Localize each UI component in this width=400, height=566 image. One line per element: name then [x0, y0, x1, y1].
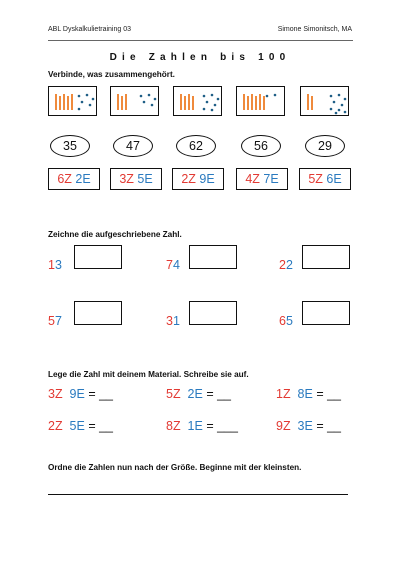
- tens-label: 8Z: [166, 419, 181, 433]
- ones-digit: 5: [285, 314, 293, 328]
- tally-box-4: [236, 86, 285, 116]
- tally-box-3: [173, 86, 222, 116]
- tens-stick: [188, 94, 190, 110]
- tens-stick: [247, 96, 249, 110]
- tens-label: 9Z: [276, 419, 291, 433]
- ones-digit: 7: [54, 314, 62, 328]
- tens-digit: 7: [166, 258, 173, 272]
- ze-box: [110, 168, 162, 190]
- target-number: [166, 314, 180, 328]
- ones-digit: 1: [172, 314, 180, 328]
- tens-stick: [59, 96, 61, 110]
- tens-label: 6Z: [57, 172, 72, 186]
- number-oval: 35: [50, 135, 90, 157]
- ones-dot: [217, 98, 220, 101]
- tens-stick: [251, 94, 253, 110]
- tens-stick: [180, 94, 182, 110]
- ones-dot: [203, 95, 206, 98]
- ones-dot: [143, 101, 146, 104]
- ones-dot: [211, 109, 214, 112]
- tens-label: 2Z: [181, 172, 196, 186]
- ones-label: 7E: [263, 172, 279, 186]
- ones-dot: [338, 109, 341, 112]
- ones-dot: [330, 108, 333, 111]
- tens-label: 3Z: [119, 172, 134, 186]
- section1-instruction: Verbinde, was zusammengehört.: [48, 70, 175, 79]
- ones-dot: [78, 108, 81, 111]
- number-oval: 29: [305, 135, 345, 157]
- tally-graphic: [174, 87, 223, 117]
- tens-digit: 1: [48, 258, 55, 272]
- section3-instruction: Lege die Zahl mit deinem Material. Schreibe sie auf.: [48, 370, 249, 379]
- ones-dot: [203, 108, 206, 111]
- tally-box-2: [110, 86, 159, 116]
- drawing-box[interactable]: [74, 245, 122, 269]
- ones-label: 2E: [187, 387, 203, 401]
- answer-blank[interactable]: = ___: [202, 419, 238, 433]
- header-right: Simone Simonitsch, MA: [277, 26, 352, 33]
- ones-digit: 3: [54, 258, 62, 272]
- tally-graphic: [49, 87, 98, 117]
- tens-label: 1Z: [276, 387, 291, 401]
- ones-dot: [86, 94, 89, 97]
- ones-dot: [154, 98, 157, 101]
- tens-stick: [311, 96, 313, 110]
- ones-label: 1E: [187, 419, 203, 433]
- ones-dot: [344, 98, 347, 101]
- tens-stick: [192, 96, 194, 110]
- tally-graphic: [111, 87, 160, 117]
- ones-dot: [81, 101, 84, 104]
- ze-box: [236, 168, 288, 190]
- ones-dot: [92, 98, 95, 101]
- page-title: Die Zahlen bis 100: [109, 52, 291, 63]
- ones-label: 5E: [69, 419, 85, 433]
- tally-box-5: [300, 86, 349, 116]
- tens-stick: [67, 96, 69, 110]
- ones-label: 9E: [69, 387, 85, 401]
- material-task: [276, 387, 341, 401]
- target-number: [166, 258, 180, 272]
- answer-line[interactable]: [48, 494, 348, 495]
- tens-stick: [259, 94, 261, 110]
- target-number: [279, 258, 293, 272]
- ones-dot: [89, 104, 92, 107]
- ones-dot: [140, 95, 143, 98]
- tens-stick: [255, 96, 257, 110]
- ones-label: 5E: [137, 172, 153, 186]
- section4-instruction: Ordne die Zahlen nun nach der Größe. Beginne mit der kleinsten.: [48, 463, 302, 472]
- ones-dot: [330, 95, 333, 98]
- ones-dot: [338, 94, 341, 97]
- number-oval: 56: [241, 135, 281, 157]
- tens-stick: [184, 96, 186, 110]
- ones-label: 6E: [326, 172, 342, 186]
- ones-dot: [214, 104, 217, 107]
- drawing-box[interactable]: [74, 301, 122, 325]
- ones-dot: [335, 112, 338, 115]
- target-number: [48, 258, 62, 272]
- ones-dot: [148, 94, 151, 97]
- ze-box: [172, 168, 224, 190]
- tens-stick: [71, 94, 73, 110]
- ones-dot: [274, 94, 277, 97]
- tens-digit: 3: [166, 314, 173, 328]
- answer-blank[interactable]: = __: [84, 419, 113, 433]
- tens-stick: [117, 94, 119, 110]
- tens-label: 5Z: [166, 387, 181, 401]
- number-oval: 62: [176, 135, 216, 157]
- material-task: [166, 387, 231, 401]
- tally-graphic: [237, 87, 286, 117]
- ones-dot: [78, 95, 81, 98]
- tens-digit: 5: [48, 314, 55, 328]
- tens-label: 2Z: [48, 419, 63, 433]
- ones-dot: [206, 101, 209, 104]
- tens-stick: [121, 96, 123, 110]
- target-number: [48, 314, 62, 328]
- ones-dot: [211, 94, 214, 97]
- header-rule: [48, 40, 353, 41]
- tens-digit: 2: [279, 258, 286, 272]
- tens-stick: [263, 96, 265, 110]
- answer-blank[interactable]: = __: [312, 419, 341, 433]
- ones-digit: 2: [285, 258, 293, 272]
- ze-box: [48, 168, 100, 190]
- ones-label: 9E: [199, 172, 215, 186]
- material-task: [166, 419, 238, 433]
- drawing-box[interactable]: [189, 301, 237, 325]
- tens-stick: [63, 94, 65, 110]
- ones-dot: [151, 104, 154, 107]
- drawing-box[interactable]: [189, 245, 237, 269]
- ones-label: 2E: [75, 172, 91, 186]
- ones-dot: [341, 104, 344, 107]
- answer-blank[interactable]: = __: [312, 387, 341, 401]
- ones-dot: [344, 111, 347, 114]
- ze-box: [299, 168, 351, 190]
- ones-dot: [266, 95, 269, 98]
- tens-stick: [125, 94, 127, 110]
- tally-graphic: [301, 87, 350, 117]
- tens-stick: [55, 94, 57, 110]
- ones-dot: [333, 101, 336, 104]
- target-number: [279, 314, 293, 328]
- tens-label: 5Z: [308, 172, 323, 186]
- material-task: [48, 419, 113, 433]
- tally-box-1: [48, 86, 97, 116]
- ones-digit: 4: [172, 258, 180, 272]
- number-oval: 47: [113, 135, 153, 157]
- tens-label: 3Z: [48, 387, 63, 401]
- tens-digit: 6: [279, 314, 286, 328]
- tens-label: 4Z: [245, 172, 260, 186]
- answer-blank[interactable]: = __: [84, 387, 113, 401]
- ones-label: 8E: [297, 387, 313, 401]
- ones-label: 3E: [297, 419, 313, 433]
- drawing-box[interactable]: [302, 301, 350, 325]
- header-left: ABL Dyskalkulietraining 03: [48, 26, 132, 33]
- tens-stick: [243, 94, 245, 110]
- material-task: [276, 419, 341, 433]
- drawing-box[interactable]: [302, 245, 350, 269]
- tens-stick: [307, 94, 309, 110]
- section2-instruction: Zeichne die aufgeschriebene Zahl.: [48, 230, 182, 239]
- material-task: [48, 387, 113, 401]
- answer-blank[interactable]: = __: [202, 387, 231, 401]
